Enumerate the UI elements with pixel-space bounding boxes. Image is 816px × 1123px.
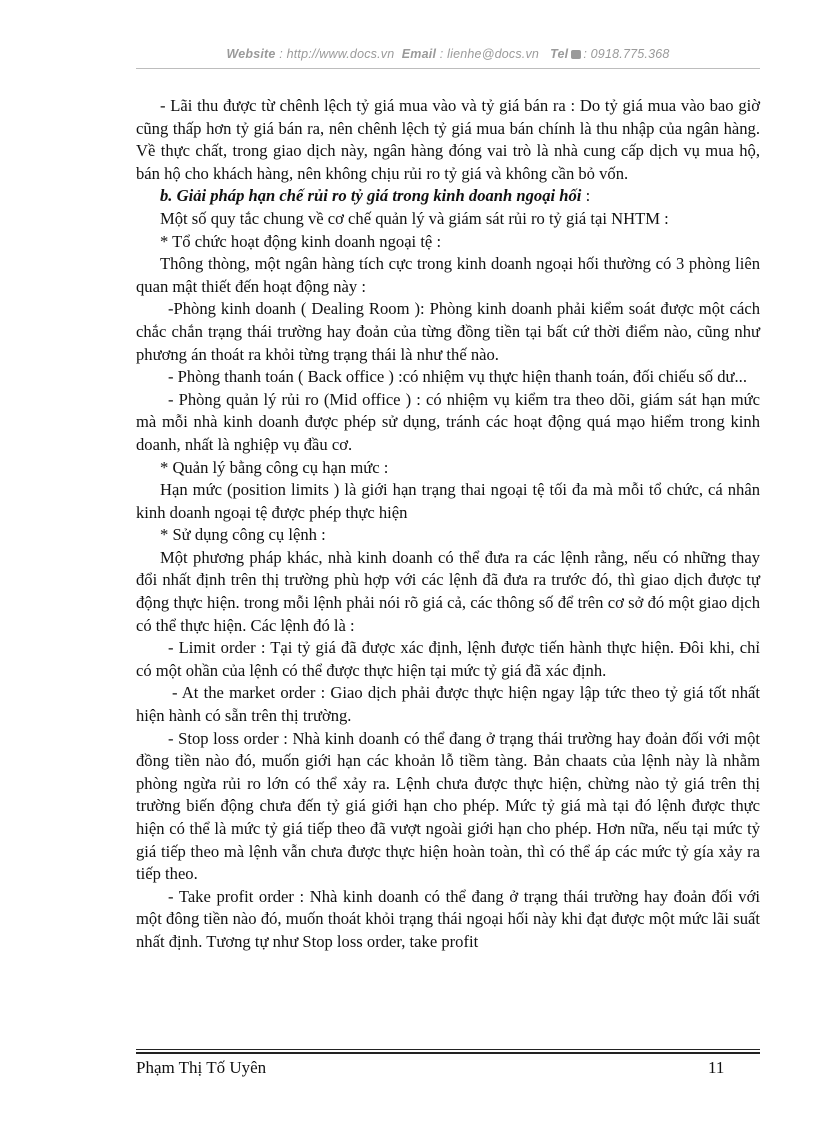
paragraph: - Phòng thanh toán ( Back office ) :có nhiệm vụ thực hiện thanh toán, đối chiếu số dư...: [168, 367, 747, 387]
paragraph: - Phòng quản lý rủi ro (Mid office ) : có nhiệm vụ kiểm tra theo dõi, giám sát hạn mức mà mỗi nhà kinh doanh được phép sử dụng, tránh các hoạt động quá mạo hiểm trong kinh doanh, nhất là nghiệp vụ đầu cơ.: [136, 389, 760, 454]
paragraph: Một phương pháp khác, nhà kinh doanh có thể đưa ra các lệnh rằng, nếu có những thay đổi nhất định trên thị trường phù hợp với các lệnh đã đưa ra trước đó, thì giao dịch được tự động thực hiện. trong mỗi lệnh phải nói rõ giá cả, các thông số để trên cơ sở đó một giao dịch có thể thực hiện. Các lệnh đó là :: [136, 547, 760, 635]
paragraph: Hạn mức (position limits ) là giới hạn trạng thai ngoại tệ tối đa mà mỗi tổ chức, cá nhân kinh doanh ngoại tệ được phép thực hiện: [136, 480, 760, 522]
page-number: 11: [708, 1058, 725, 1077]
tel-value: : 0918.775.368: [583, 47, 670, 61]
paragraph: * Tổ chức hoạt động kinh doanh ngoại tệ :: [160, 231, 442, 251]
tel-label: Tel: [550, 47, 569, 61]
paragraph: -Phòng kinh doanh ( Dealing Room ): Phòng kinh doanh phải kiểm soát được một cách chắc chắn trạng thái trường hay đoản của từng đồng tiền tại bất cứ thời điểm nào, cũng như phương án thoát ra khỏi từng trạng thái là như thế nào.: [136, 299, 760, 364]
section-heading-suffix: :: [581, 186, 591, 206]
section-heading-text: b. Giải pháp hạn chế rủi ro tỷ giá trong kinh doanh ngoại hối: [160, 186, 582, 206]
paragraph: - Limit order : Tại tỷ giá đã được xác định, lệnh được tiến hành thực hiện. Đôi khi, chỉ có một ohần của lệnh có thể được thực hiện tại mức tỷ giá đã xác định.: [136, 638, 760, 680]
phone-icon: [571, 50, 581, 59]
paragraph: Một số quy tắc chung về cơ chế quản lý và giám sát rủi ro tỷ giá tại NHTM :: [160, 208, 669, 228]
body-text: [136, 95, 760, 954]
header-divider: [136, 68, 760, 69]
footer-divider-thick: [136, 1052, 760, 1054]
section-heading: [136, 185, 760, 208]
paragraph: - Lãi thu được từ chênh lệch tỷ giá mua vào và tỷ giá bán ra : Do tỷ giá mua vào bao giờ cũng thấp hơn tỷ giá bán ra, nên chênh lệch tỷ giá mua bán chính là thu nhập của ngân hàng. Về thực chất, trong giao dịch này, ngân hàng đóng vai trò là nhà cung cấp dịch vụ mua hộ, bán hộ cho khách hàng, nên không chịu rủi ro tỷ giá và không cần bỏ vốn.: [136, 96, 760, 183]
paragraph: - At the market order : Giao dịch phải được thực hiện ngay lập tức theo tỷ giá tốt nhất hiện hành có sẵn trên thị trường.: [136, 683, 760, 726]
website-label: Website: [226, 47, 276, 61]
paragraph: * Quản lý bằng công cụ hạn mức :: [160, 457, 389, 477]
footer-author: Phạm Thị Tố Uyên: [136, 1058, 267, 1077]
website-value: : http://www.docs.vn: [275, 47, 395, 61]
email-label: Email: [401, 47, 437, 61]
page-header: [136, 47, 760, 61]
email-value: : lienhe@docs.vn: [436, 47, 540, 61]
paragraph: * Sử dụng công cụ lệnh :: [160, 525, 326, 545]
footer-divider-thin: [136, 1049, 760, 1050]
paragraph: - Take profit order : Nhà kinh doanh có thể đang ở trạng thái trường hay đoản đối với một đông tiền nào đó, muốn thoát khỏi trạng thái ngoại hối này khi đạt được một mức lãi suất nhất định. Tương tự như Stop loss order, take profit: [136, 886, 760, 951]
paragraph: - Stop loss order : Nhà kinh doanh có thể đang ở trạng thái trường hay đoản đối với một đồng tiền nào đó, muốn giới hạn các khoản lỗ tiềm tàng. Bản chaats của lệnh này là nhằm phòng ngừa rủi ro lớn có thể xảy ra. Lệnh chưa được thực hiện, chừng nào tỷ giá trên thị trường biến động chưa đến tỷ giá giới hạn cho phép. Mức tỷ giá mà tại đó lệnh được thực hiện có thể là mức tỷ giá tiếp theo đã vượt ngoài giới hạn cho phép. Hơn nữa, nếu tại mức tỷ giá tiếp theo mà lệnh vẫn chưa được thực hiện hoàn toàn, thì có thể áp các mức tỷ gía xảy ra tiếp theo.: [136, 728, 760, 884]
paragraph: Thông thòng, một ngân hàng tích cực trong kinh doanh ngoại hối thường có 3 phòng liên quan mật thiết đến hoạt động này :: [136, 254, 760, 296]
